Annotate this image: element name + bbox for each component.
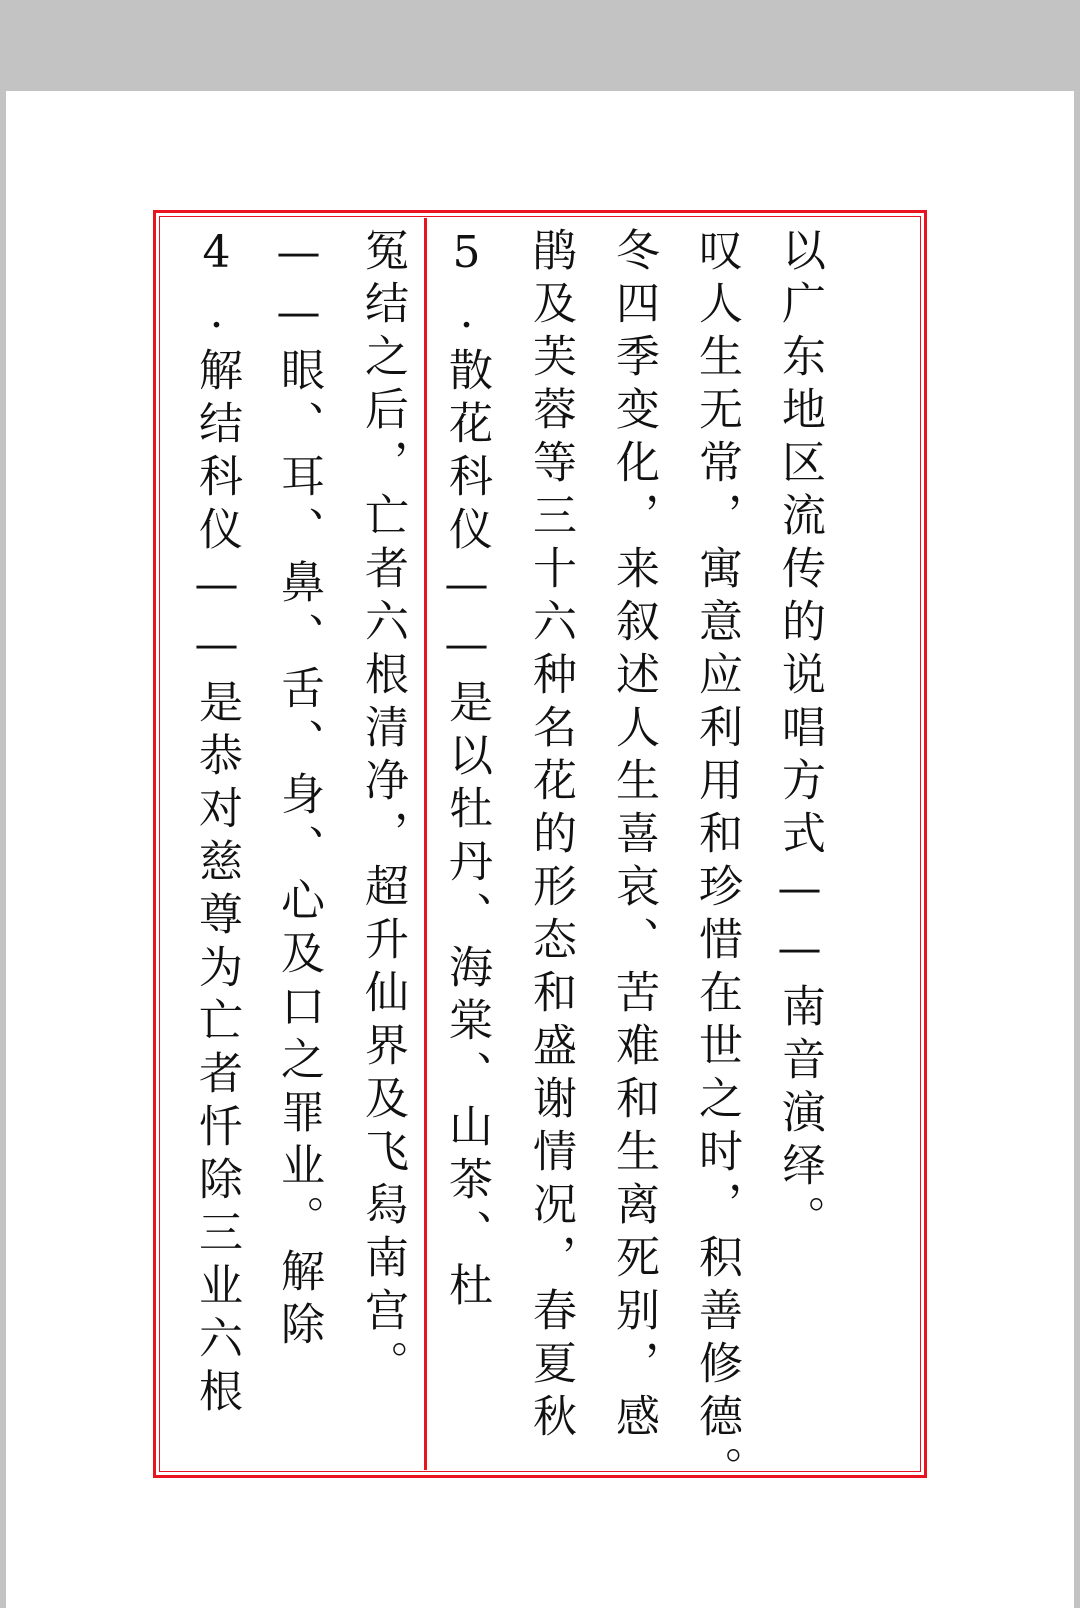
- text-column-4: 鹃及芙蓉等三十六种名花的形态和盛谢情况，春夏秋: [525, 227, 576, 1446]
- text-column-2: 叹人生无常，寓意应利用和珍惜在世之时，积善修德。: [691, 227, 742, 1499]
- text-column-7: ——眼、耳、鼻、舌、身、心及口之罪业。解除: [273, 227, 324, 1354]
- text-column-3: 冬四季变化，来叙述人生喜哀、苦难和生离死别，感: [608, 227, 659, 1446]
- document-page: [6, 91, 1074, 1608]
- text-column-8: 4.解结科仪——是恭对慈尊为亡者忏除三业六根: [191, 227, 242, 1421]
- text-column-6: 冤结之后，亡者六根清净，超升仙界及飞舄南宫。: [357, 227, 408, 1393]
- text-column-1: 以广东地区流传的说唱方式——南音演绎。: [774, 227, 825, 1248]
- page-fold-divider: [424, 218, 427, 1470]
- text-column-5: 5.散花科仪——是以牡丹、海棠、山茶、杜: [441, 227, 492, 1315]
